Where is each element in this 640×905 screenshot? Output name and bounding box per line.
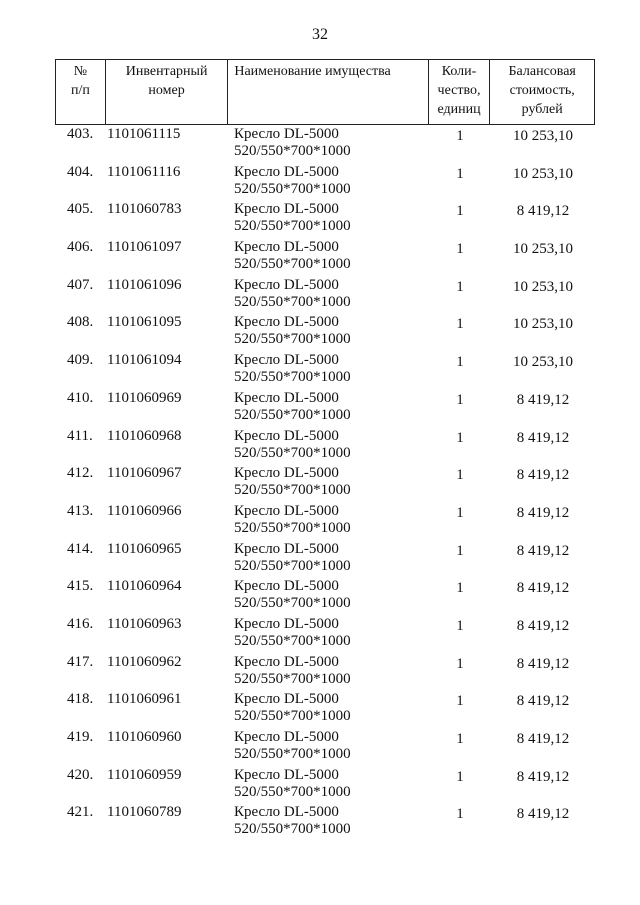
row-item-name	[228, 164, 429, 202]
row-item-name	[228, 201, 429, 239]
row-inventory-number: 1101061096	[107, 276, 182, 293]
row-item-name	[228, 729, 429, 767]
table-row	[55, 352, 595, 390]
row-item-name-line2: 520/550*700*1000	[234, 557, 351, 574]
row-item-name-line1: Кресло DL-5000	[234, 578, 339, 595]
row-inventory-number: 1101061094	[107, 352, 182, 369]
row-item-name-line2: 520/550*700*1000	[234, 708, 351, 725]
row-number: 420.	[67, 766, 94, 783]
row-item-name-line2: 520/550*700*1000	[234, 632, 351, 649]
row-inventory-number: 1101060965	[107, 540, 182, 557]
row-item-name-line2: 520/550*700*1000	[234, 293, 351, 310]
row-item-name-line2: 520/550*700*1000	[234, 482, 351, 499]
row-item-name	[228, 804, 429, 842]
row-inventory-number: 1101060962	[107, 653, 182, 670]
header-qty-line3: единиц	[437, 102, 481, 117]
row-item-name-line2: 520/550*700*1000	[234, 218, 351, 235]
row-balance-cost: 8 419,12	[516, 391, 570, 408]
row-quantity: 1	[456, 241, 464, 258]
row-item-name-line1: Кресло DL-5000	[234, 502, 339, 519]
row-inventory-number: 1101060964	[107, 578, 182, 595]
row-balance-cost: 10 253,10	[513, 241, 573, 258]
row-number: 416.	[67, 615, 94, 632]
row-number: 413.	[67, 502, 94, 519]
row-item-name-line2: 520/550*700*1000	[234, 256, 351, 273]
row-balance-cost: 10 253,10	[513, 165, 573, 182]
row-item-name-line1: Кресло DL-5000	[234, 729, 339, 745]
table-row	[55, 239, 595, 277]
row-item-name-line2: 520/550*700*1000	[234, 180, 351, 197]
row-balance-cost: 8 419,12	[516, 768, 570, 785]
row-number: 421.	[67, 804, 94, 821]
row-item-name	[228, 277, 429, 315]
row-item-name-line2: 520/550*700*1000	[234, 746, 351, 762]
row-number: 415.	[67, 578, 94, 595]
row-inventory-number: 1101060967	[107, 465, 182, 482]
row-quantity: 1	[456, 504, 464, 521]
row-item-name-line2: 520/550*700*1000	[234, 783, 351, 800]
row-item-name-line1: Кресло DL-5000	[234, 540, 339, 557]
table-row	[55, 503, 595, 541]
row-number: 419.	[67, 729, 94, 745]
row-balance-cost: 8 419,12	[516, 580, 570, 597]
row-balance-cost: 8 419,12	[516, 203, 570, 220]
table-row	[55, 578, 595, 616]
row-item-name-line1: Кресло DL-5000	[234, 239, 339, 256]
row-item-name	[228, 390, 429, 428]
table-row	[55, 390, 595, 428]
row-item-name-line1: Кресло DL-5000	[234, 163, 339, 180]
row-inventory-number: 1101061116	[107, 163, 181, 180]
row-quantity: 1	[456, 467, 464, 484]
row-item-name-line2: 520/550*700*1000	[234, 444, 351, 461]
row-item-name-line1: Кресло DL-5000	[234, 691, 339, 708]
header-inventory-line2: номер	[148, 83, 185, 98]
row-item-name-line2: 520/550*700*1000	[234, 406, 351, 423]
row-quantity: 1	[456, 128, 464, 144]
row-item-name-line1: Кресло DL-5000	[234, 314, 339, 331]
row-item-name-line1: Кресло DL-5000	[234, 427, 339, 444]
row-item-name-line2: 520/550*700*1000	[234, 369, 351, 386]
header-inventory-line1: Инвентарный	[125, 64, 208, 79]
header-cost	[490, 60, 594, 124]
row-item-name-line1: Кресло DL-5000	[234, 389, 339, 406]
row-number: 403.	[67, 126, 94, 142]
row-item-name	[228, 352, 429, 390]
header-num	[56, 60, 106, 124]
row-number: 414.	[67, 540, 94, 557]
row-quantity: 1	[456, 693, 464, 710]
row-item-name	[228, 541, 429, 579]
row-number: 405.	[67, 201, 94, 218]
table-row	[55, 767, 595, 805]
row-inventory-number: 1101060968	[107, 427, 182, 444]
row-item-name-line2: 520/550*700*1000	[234, 821, 351, 838]
header-qty-line2: чество,	[437, 83, 481, 98]
page-number: 32	[312, 26, 328, 43]
row-item-name	[228, 239, 429, 277]
row-quantity: 1	[456, 768, 464, 785]
row-item-name	[228, 465, 429, 503]
row-number: 406.	[67, 239, 94, 256]
row-number: 411.	[67, 427, 93, 444]
row-item-name	[228, 126, 429, 164]
table-row	[55, 804, 595, 842]
table-body	[55, 126, 595, 842]
table-row	[55, 729, 595, 767]
row-quantity: 1	[456, 542, 464, 559]
row-quantity: 1	[456, 731, 464, 747]
row-inventory-number: 1101060966	[107, 502, 182, 519]
row-inventory-number: 1101060969	[107, 389, 182, 406]
row-number: 404.	[67, 163, 94, 180]
row-number: 407.	[67, 276, 94, 293]
table-row	[55, 691, 595, 729]
row-quantity: 1	[456, 580, 464, 597]
row-number: 418.	[67, 691, 94, 708]
row-number: 409.	[67, 352, 94, 369]
row-item-name	[228, 314, 429, 352]
row-inventory-number: 1101060789	[107, 804, 182, 821]
row-number: 410.	[67, 389, 94, 406]
row-quantity: 1	[456, 165, 464, 182]
row-balance-cost: 8 419,12	[516, 504, 570, 521]
table-row	[55, 428, 595, 466]
row-number: 417.	[67, 653, 94, 670]
header-name-line1: Наименование имущества	[234, 64, 391, 79]
row-item-name-line1: Кресло DL-5000	[234, 126, 339, 142]
row-quantity: 1	[456, 655, 464, 672]
row-quantity: 1	[456, 203, 464, 220]
table-row	[55, 616, 595, 654]
row-balance-cost: 10 253,10	[513, 316, 573, 333]
row-quantity: 1	[456, 354, 464, 371]
row-item-name	[228, 654, 429, 692]
row-item-name	[228, 503, 429, 541]
table-row	[55, 314, 595, 352]
row-balance-cost: 8 419,12	[516, 467, 570, 484]
header-num-line1: №	[73, 64, 88, 79]
row-item-name-line1: Кресло DL-5000	[234, 352, 339, 369]
header-cost-line1: Балансовая	[508, 64, 576, 79]
row-item-name-line1: Кресло DL-5000	[234, 465, 339, 482]
row-inventory-number: 1101060959	[107, 766, 182, 783]
row-item-name-line2: 520/550*700*1000	[234, 670, 351, 687]
header-name	[228, 60, 428, 124]
row-item-name-line2: 520/550*700*1000	[234, 519, 351, 536]
row-item-name-line1: Кресло DL-5000	[234, 804, 339, 821]
row-inventory-number: 1101060961	[107, 691, 182, 708]
row-balance-cost: 10 253,10	[513, 354, 573, 371]
row-quantity: 1	[456, 316, 464, 333]
row-quantity: 1	[456, 617, 464, 634]
header-cost-line2: стоимость,	[509, 83, 575, 98]
row-number: 412.	[67, 465, 94, 482]
row-inventory-number: 1101060963	[107, 615, 182, 632]
row-balance-cost: 8 419,12	[516, 429, 570, 446]
row-inventory-number: 1101060783	[107, 201, 182, 218]
row-item-name	[228, 616, 429, 654]
header-cost-line3: рублей	[521, 102, 563, 117]
row-item-name	[228, 578, 429, 616]
header-inventory	[106, 60, 229, 124]
row-balance-cost: 10 253,10	[513, 128, 573, 144]
row-item-name-line2: 520/550*700*1000	[234, 595, 351, 612]
row-quantity: 1	[456, 429, 464, 446]
row-balance-cost: 8 419,12	[516, 655, 570, 672]
table-row	[55, 126, 595, 164]
row-number: 408.	[67, 314, 94, 331]
row-quantity: 1	[456, 806, 464, 823]
table-header	[55, 59, 595, 125]
row-item-name-line1: Кресло DL-5000	[234, 201, 339, 218]
row-item-name-line1: Кресло DL-5000	[234, 615, 339, 632]
table-row	[55, 465, 595, 503]
table-row	[55, 541, 595, 579]
row-item-name-line1: Кресло DL-5000	[234, 653, 339, 670]
row-item-name-line1: Кресло DL-5000	[234, 766, 339, 783]
row-item-name-line2: 520/550*700*1000	[234, 143, 351, 159]
header-num-line2: п/п	[70, 83, 90, 98]
row-balance-cost: 8 419,12	[516, 542, 570, 559]
row-inventory-number: 1101061115	[107, 126, 181, 142]
row-item-name-line2: 520/550*700*1000	[234, 331, 351, 348]
row-balance-cost: 8 419,12	[516, 617, 570, 634]
row-balance-cost: 8 419,12	[516, 806, 570, 823]
table-row	[55, 201, 595, 239]
row-balance-cost: 10 253,10	[513, 278, 573, 295]
table-row	[55, 277, 595, 315]
table-row	[55, 164, 595, 202]
row-quantity: 1	[456, 278, 464, 295]
row-balance-cost: 8 419,12	[516, 731, 570, 747]
row-inventory-number: 1101061097	[107, 239, 182, 256]
row-inventory-number: 1101061095	[107, 314, 182, 331]
row-item-name	[228, 691, 429, 729]
row-inventory-number: 1101060960	[107, 729, 182, 745]
header-qty	[429, 60, 491, 124]
row-balance-cost: 8 419,12	[516, 693, 570, 710]
header-qty-line1: Коли-	[441, 64, 477, 79]
row-quantity: 1	[456, 391, 464, 408]
table-row	[55, 654, 595, 692]
row-item-name-line1: Кресло DL-5000	[234, 276, 339, 293]
row-item-name	[228, 767, 429, 805]
row-item-name	[228, 428, 429, 466]
